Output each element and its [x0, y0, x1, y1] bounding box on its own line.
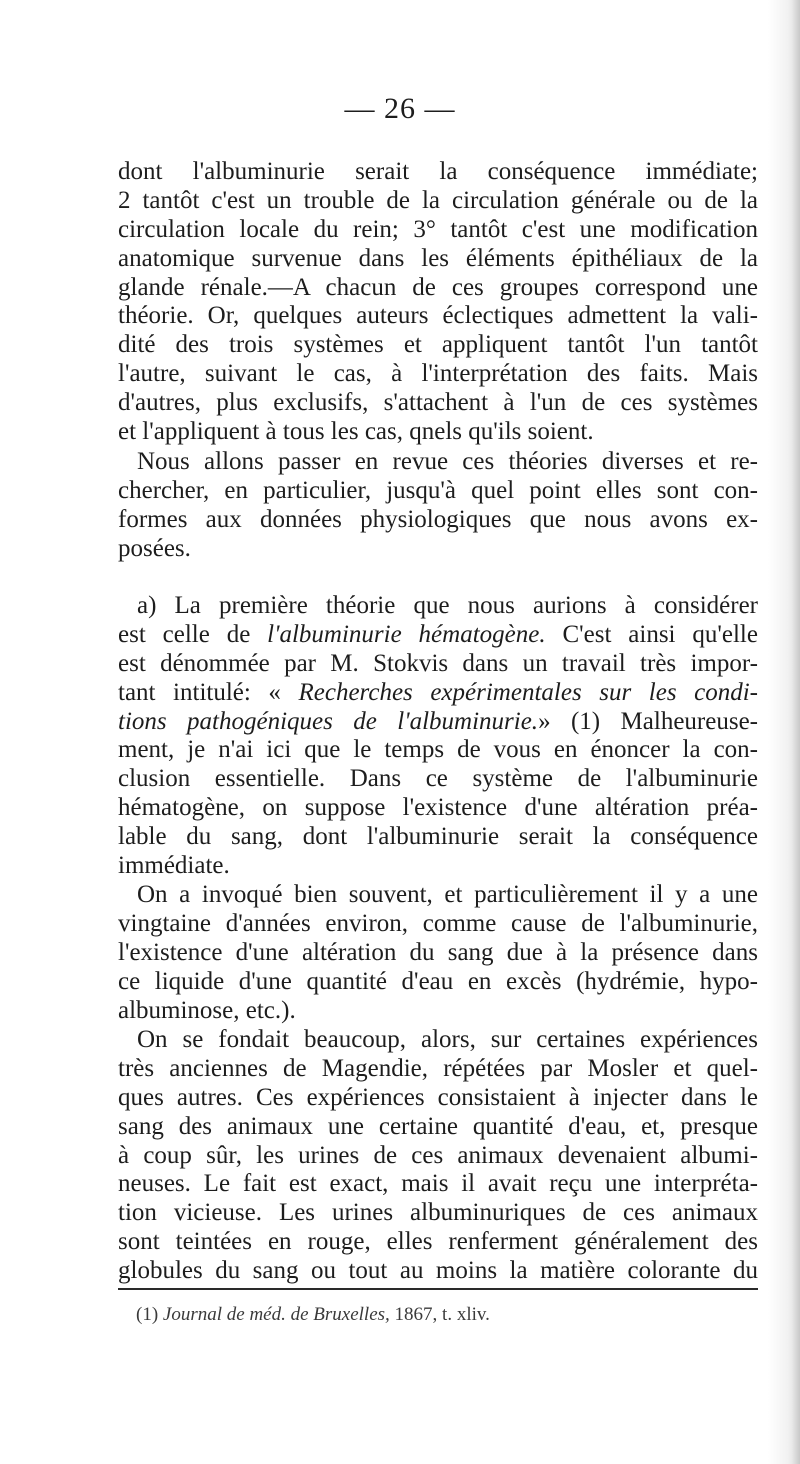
paragraph-4	[118, 881, 758, 1025]
text-line: et l'appliquent à tous les cas, qnels qu'ils soient.	[118, 418, 594, 446]
text-line: globules du sang ou tout au moins la matière colorante du	[118, 1257, 758, 1285]
text-line: très anciennes de Magendie, répétées par Mosler et quel-	[118, 1054, 758, 1082]
text-line: tions pathogéniques de l'albuminurie.» (1) Malheureuse-	[118, 707, 758, 735]
text-line: neuses. Le fait est exact, mais il avait reçu une interpréta-	[118, 1170, 758, 1198]
footnote-source: Journal de méd. de Bruxelles,	[162, 1304, 390, 1325]
text-line: circulation locale du rein; 3° tantôt c'est une modification	[118, 215, 758, 243]
footnote: (1) Journal de méd. de Bruxelles, 1867, t. xliv.	[136, 1304, 490, 1325]
page-number: — 26 —	[344, 92, 456, 125]
text-line: dont l'albuminurie serait la conséquence immédiate;	[118, 158, 758, 185]
italic-term: l'albuminurie hématogène.	[267, 620, 546, 648]
text-line: dité des trois systèmes et appliquent tantôt l'un tantôt	[118, 331, 758, 359]
text-line: glande rénale.—A chacun de ces groupes correspond une	[118, 273, 758, 301]
text-line: ce liquide d'une quantité d'eau en excès (hydrémie, hypo-	[118, 967, 758, 995]
text-line: posées.	[118, 534, 191, 562]
text-line: tion vicieuse. Les urines albuminuriques de ces animaux	[118, 1199, 758, 1227]
footnote-divider	[118, 1288, 758, 1290]
text-line: l'existence d'une altération du sang due à la présence dans	[118, 938, 758, 966]
text-line: albuminose, etc.).	[118, 996, 296, 1024]
italic-title: Recherches expérimentales sur les condi-	[298, 678, 758, 706]
text-line: d'autres, plus exclusifs, s'attachent à l'un de ces systèmes	[118, 389, 758, 417]
text-line: On a invoqué bien souvent, et particulièrement il y a une	[137, 881, 758, 908]
text-line: clusion essentielle. Dans ce système de l'albuminurie	[118, 765, 758, 793]
page-edge-shadow	[792, 0, 800, 1464]
text-line: chercher, en particulier, jusqu'à quel point elles sont con-	[118, 476, 758, 504]
text-line: vingtaine d'années environ, comme cause de l'albuminurie,	[118, 909, 758, 937]
text-line: tant intitulé: « Recherches expérimentales sur les condi-	[118, 678, 758, 706]
paragraph-3	[118, 592, 758, 881]
paragraph-1	[118, 158, 758, 447]
text-line: ques autres. Ces expériences consistaient à injecter dans le	[118, 1083, 758, 1111]
text-line: est celle de l'albuminurie hématogène. C'est ainsi qu'elle	[118, 620, 758, 648]
text-line: anatomique survenue dans les éléments épithéliaux de la	[118, 244, 758, 272]
text-line: Nous allons passer en revue ces théories diverses et re-	[137, 448, 758, 475]
text-line: sont teintées en rouge, elles renferment généralement des	[118, 1228, 758, 1256]
text-line: hématogène, on suppose l'existence d'une altération préa-	[118, 794, 758, 822]
paragraph-2	[118, 448, 758, 564]
text-line: à coup sûr, les urines de ces animaux devenaient albumi-	[118, 1141, 758, 1169]
text-line: est dénommée par M. Stokvis dans un travail très impor-	[118, 649, 758, 677]
text-line: lable du sang, dont l'albuminurie serait la conséquence	[118, 823, 758, 851]
text-line: l'autre, suivant le cas, à l'interprétation des faits. Mais	[118, 360, 758, 388]
text-line: théorie. Or, quelques auteurs éclectiques admettent la vali-	[118, 302, 758, 330]
paragraph-5	[118, 1026, 758, 1286]
text-line: formes aux données physiologiques que nous avons ex-	[118, 505, 758, 533]
text-line: On se fondait beaucoup, alors, sur certaines expériences	[137, 1026, 758, 1053]
italic-title: tions pathogéniques de l'albuminurie.	[118, 707, 539, 735]
text-line: immédiate.	[118, 852, 230, 880]
text-line: a) La première théorie que nous aurions à considérer	[137, 592, 758, 619]
text-line: 2 tantôt c'est un trouble de la circulation générale ou de la	[118, 186, 758, 214]
text-line: ment, je n'ai ici que le temps de vous en énoncer la con-	[118, 736, 758, 764]
text-line: sang des animaux une certaine quantité d'eau, et, presque	[118, 1112, 758, 1140]
